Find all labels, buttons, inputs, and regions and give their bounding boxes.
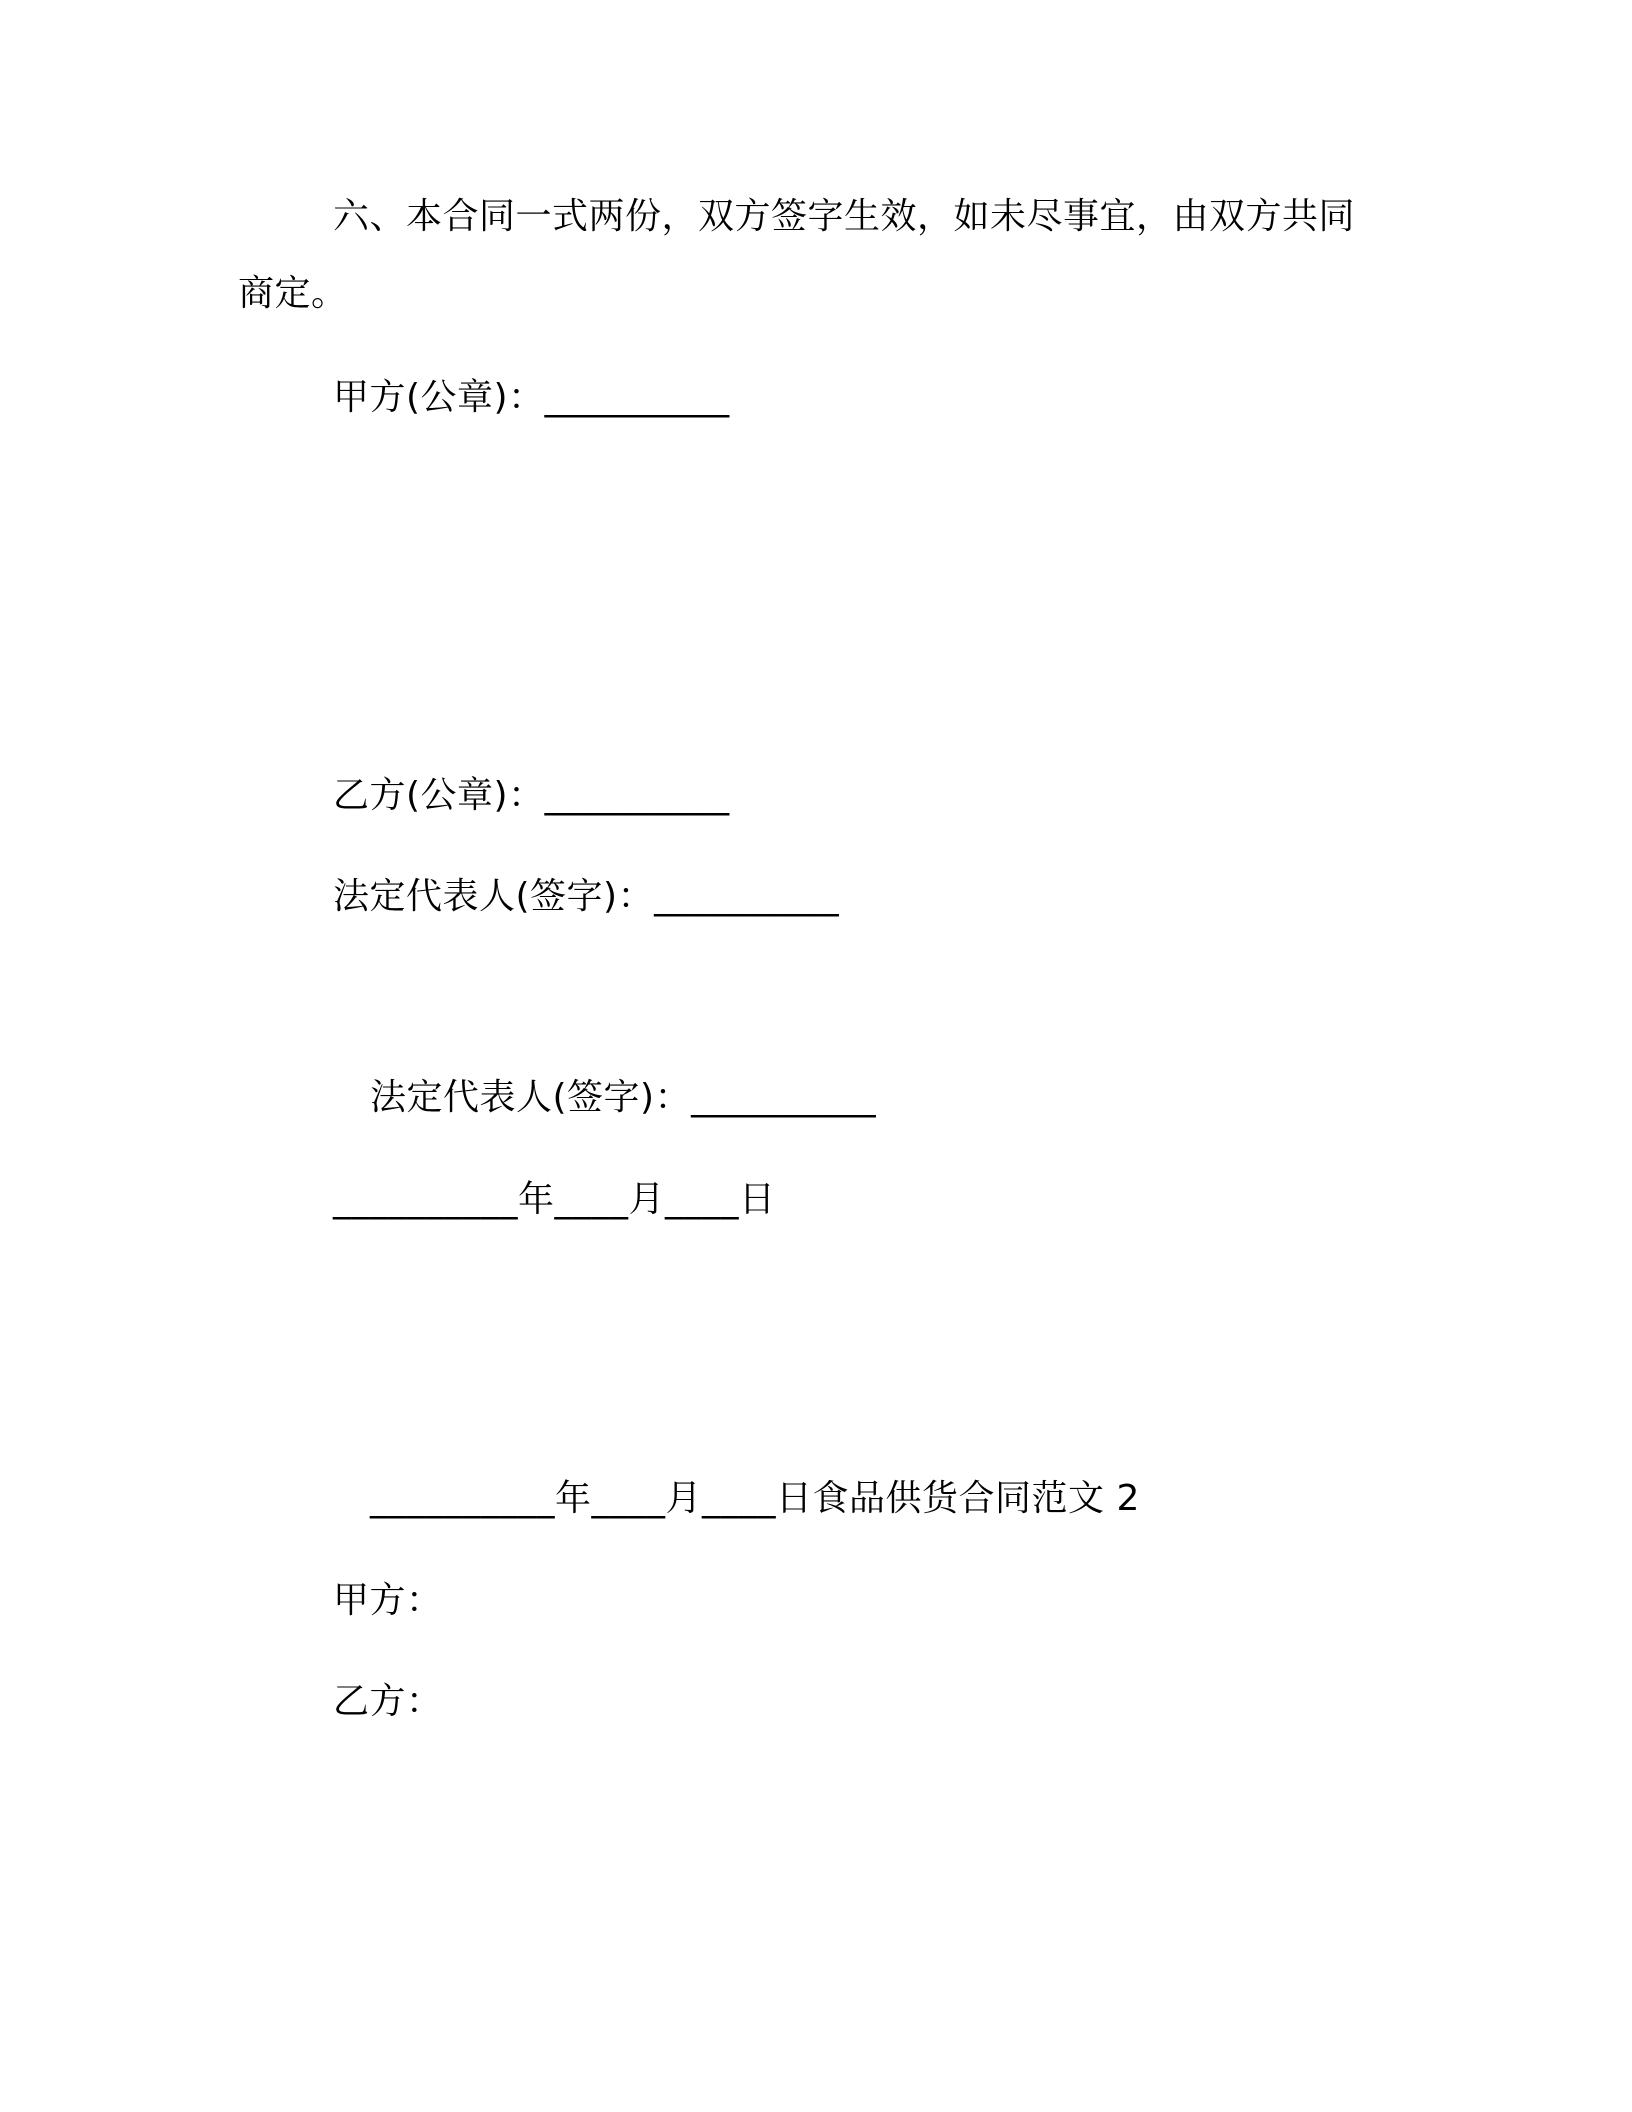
party-a-label: 甲方：	[333, 1580, 443, 1621]
party-b-seal-field: 乙方(公章)：__________	[333, 775, 730, 816]
legal-representative-signature-field: 法定代表人(签字)：__________	[333, 876, 840, 917]
date-field: __________年____月____日	[333, 1179, 776, 1220]
legal-representative-signature-field-2: 法定代表人(签字)：__________	[370, 1077, 877, 1118]
party-b-label: 乙方：	[333, 1681, 443, 1722]
clause-six-line-1: 六、本合同一式两份，双方签字生效，如未尽事宜，由双方共同	[333, 196, 1356, 237]
party-a-seal-field: 甲方(公章)：__________	[333, 377, 730, 418]
next-contract-heading: __________年____月____日食品供货合同范文 2	[370, 1478, 1140, 1519]
clause-six-line-2: 商定。	[238, 273, 348, 314]
